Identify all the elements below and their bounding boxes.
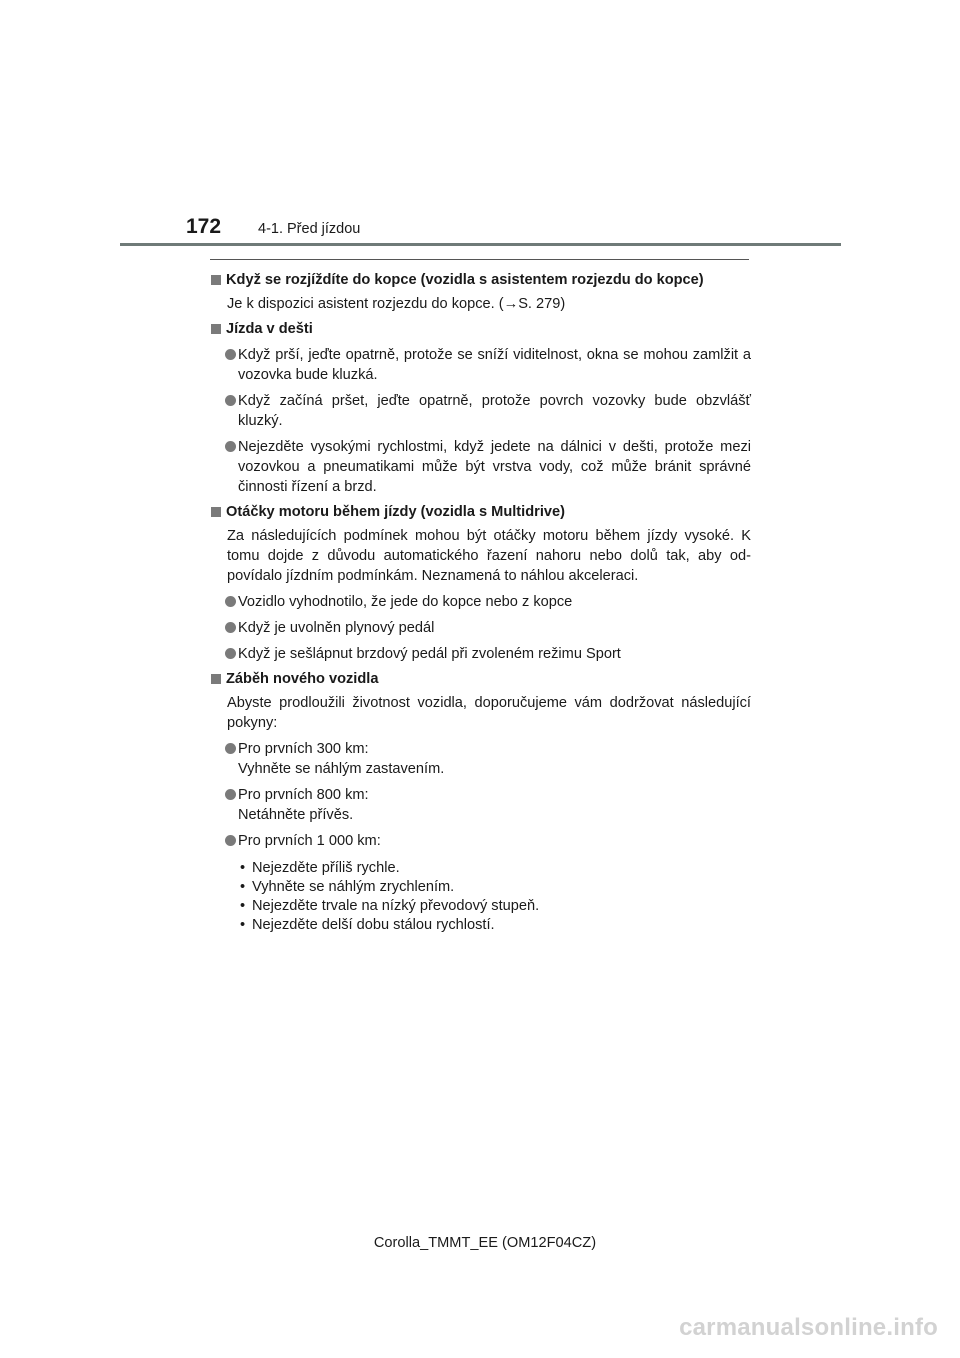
list-item: [210, 785, 751, 825]
paragraph: Abyste prodloužili životnost vozidla, doporučujeme vám dodržovat následující pokyny:: [227, 695, 751, 731]
circle-bullet-icon: [225, 441, 236, 452]
list-item-text: Pro prvních 1 000 km:: [238, 833, 381, 849]
list-item: [210, 345, 751, 385]
list-item: [210, 644, 751, 664]
list-item-text: Když prší, jeďte opatrně, protože se sníží viditelnost, okna se mohou zamlžit a vozovka bude kluzká.: [238, 347, 751, 383]
circle-bullet-icon: [225, 835, 236, 846]
list-item: [210, 618, 751, 638]
square-bullet-icon: [211, 275, 221, 285]
sub-list-text: Vyhněte se náhlým zrychlením.: [252, 879, 455, 895]
list-item-text: Nejezděte vysokými rychlostmi, když jedete na dálnici v dešti, protože mezi vozovkou a pneumatikami může být vrstva vody, což může bránit správné činnosti řízení a brzd.: [238, 439, 751, 495]
document-id-footer: Corolla_TMMT_EE (OM12F04CZ): [373, 1235, 597, 1251]
list-item-text: Když začíná pršet, jeďte opatrně, protože povrch vozovky bude obzvlášť kluzký.: [238, 393, 751, 429]
circle-bullet-icon: [225, 789, 236, 800]
sub-list-item: [240, 916, 751, 935]
section-heading: [210, 270, 751, 290]
section-heading: [210, 502, 751, 522]
list-item-detail: Vyhněte se náhlým zastavením.: [238, 761, 445, 777]
circle-bullet-icon: [225, 743, 236, 754]
list-item: [210, 391, 751, 431]
sub-list-item: [240, 878, 751, 897]
sub-list-text: Nejezděte příliš rychle.: [252, 860, 400, 876]
watermark-logo: carmanualsonline.info: [679, 1314, 938, 1341]
paragraph: Za následujících podmínek mohou být otáčky motoru během jízdy vysoké. K tomu dojde z důvodu automatického řazení nahoru nebo dolů tak, aby od-povídalo jízdním podmínkám. Neznamená to náhlou akceleraci.: [227, 528, 751, 584]
heading-text: Otáčky motoru během jízdy (vozidla s Multidrive): [226, 504, 565, 520]
list-item: [210, 739, 751, 779]
square-bullet-icon: [211, 674, 221, 684]
circle-bullet-icon: [225, 622, 236, 633]
section-heading: [210, 319, 751, 339]
list-item-text: Pro prvních 300 km:: [238, 741, 369, 757]
circle-bullet-icon: [225, 648, 236, 659]
square-bullet-icon: [211, 507, 221, 517]
list-item-text: Když je sešlápnut brzdový pedál při zvoleném režimu Sport: [238, 646, 621, 662]
small-bullet-icon: •: [240, 860, 246, 876]
list-item-text: Vozidlo vyhodnotilo, že jede do kopce nebo z kopce: [238, 594, 573, 610]
content-divider: [210, 259, 749, 260]
page-number: 172: [186, 215, 222, 238]
heading-text: Když se rozjíždíte do kopce (vozidla s asistentem rozjezdu do kopce): [226, 272, 704, 288]
list-item: [210, 592, 751, 612]
circle-bullet-icon: [225, 596, 236, 607]
sub-list: [210, 859, 751, 935]
sub-list-text: Nejezděte delší dobu stálou rychlostí.: [252, 917, 495, 933]
sub-list-item: [240, 897, 751, 916]
small-bullet-icon: •: [240, 879, 246, 895]
section-heading: [210, 669, 751, 689]
list-item-text: Když je uvolněn plynový pedál: [238, 620, 435, 636]
list-item: [210, 831, 751, 851]
content-body: [210, 265, 751, 935]
header-divider: [120, 243, 841, 246]
sub-list-text: Nejezděte trvale na nízký převodový stupeň.: [252, 898, 540, 914]
list-item: [210, 437, 751, 497]
square-bullet-icon: [211, 324, 221, 334]
circle-bullet-icon: [225, 395, 236, 406]
small-bullet-icon: •: [240, 898, 246, 914]
small-bullet-icon: •: [240, 917, 246, 933]
list-item-detail: Netáhněte přívěs.: [238, 807, 354, 823]
paragraph: Je k dispozici asistent rozjezdu do kopce. (→S. 279): [227, 296, 566, 312]
section-title: 4-1. Před jízdou: [258, 221, 361, 237]
heading-text: Jízda v dešti: [226, 321, 313, 337]
list-item-text: Pro prvních 800 km:: [238, 787, 369, 803]
sub-list-item: [240, 859, 751, 878]
heading-text: Záběh nového vozidla: [226, 671, 379, 687]
circle-bullet-icon: [225, 349, 236, 360]
